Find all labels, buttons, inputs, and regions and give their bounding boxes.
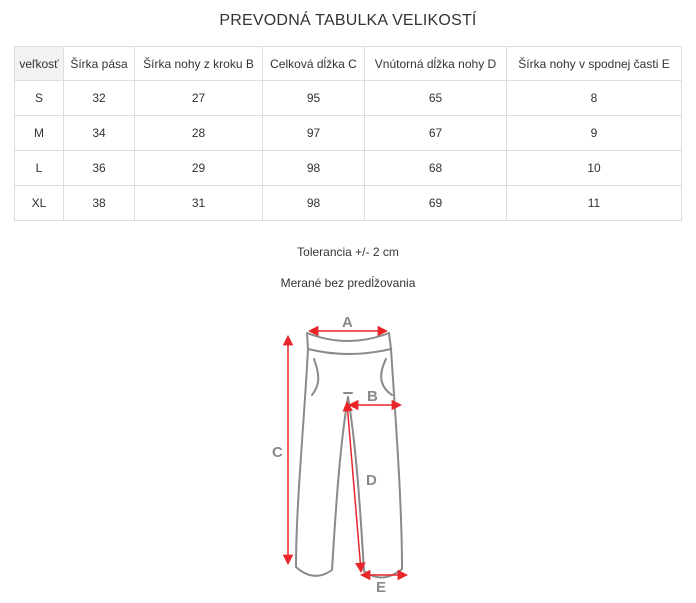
header-bottom-leg-width: Šírka nohy v spodnej časti E [507, 47, 682, 81]
table-cell: 36 [64, 151, 135, 186]
table-cell: 69 [365, 186, 507, 221]
table-row [15, 81, 682, 116]
table-cell: M [15, 116, 64, 151]
table-cell: 98 [263, 186, 365, 221]
pants-measurement-diagram [262, 305, 442, 597]
table-cell: 97 [263, 116, 365, 151]
header-size: veľkosť [15, 47, 64, 81]
table-cell: 8 [507, 81, 682, 116]
table-cell: S [15, 81, 64, 116]
size-table [14, 46, 682, 221]
table-cell: 65 [365, 81, 507, 116]
table-cell: 95 [263, 81, 365, 116]
table-cell: L [15, 151, 64, 186]
table-cell: 32 [64, 81, 135, 116]
header-total-length: Celková dĺžka C [263, 47, 365, 81]
header-waist-width: Šírka pása [64, 47, 135, 81]
tolerance-note: Tolerancia +/- 2 cm [297, 245, 399, 259]
table-cell: 27 [135, 81, 263, 116]
label-c: C [272, 444, 283, 461]
table-cell: 68 [365, 151, 507, 186]
label-e: E [376, 579, 387, 596]
table-cell: 38 [64, 186, 135, 221]
table-cell: 34 [64, 116, 135, 151]
table-cell: XL [15, 186, 64, 221]
table-cell: 29 [135, 151, 263, 186]
table-cell: 10 [507, 151, 682, 186]
table-cell: 31 [135, 186, 263, 221]
table-row [15, 186, 682, 221]
table-cell: 67 [365, 116, 507, 151]
page-title: PREVODNÁ TABULKA VELIKOSTÍ [219, 12, 477, 29]
label-d: D [366, 472, 377, 489]
label-a: A [342, 314, 353, 331]
table-cell: 9 [507, 116, 682, 151]
table-row [15, 116, 682, 151]
table-header-row [15, 47, 682, 81]
measurement-note: Merané bez predĺžovania [280, 276, 416, 290]
header-inner-leg-length: Vnútorná dĺžka nohy D [365, 47, 507, 81]
label-b: B [367, 388, 378, 405]
table-cell: 28 [135, 116, 263, 151]
pants-outline [296, 333, 402, 578]
table-row [15, 151, 682, 186]
header-crotch-leg-width: Šírka nohy z kroku B [135, 47, 263, 81]
table-cell: 98 [263, 151, 365, 186]
table-cell: 11 [507, 186, 682, 221]
